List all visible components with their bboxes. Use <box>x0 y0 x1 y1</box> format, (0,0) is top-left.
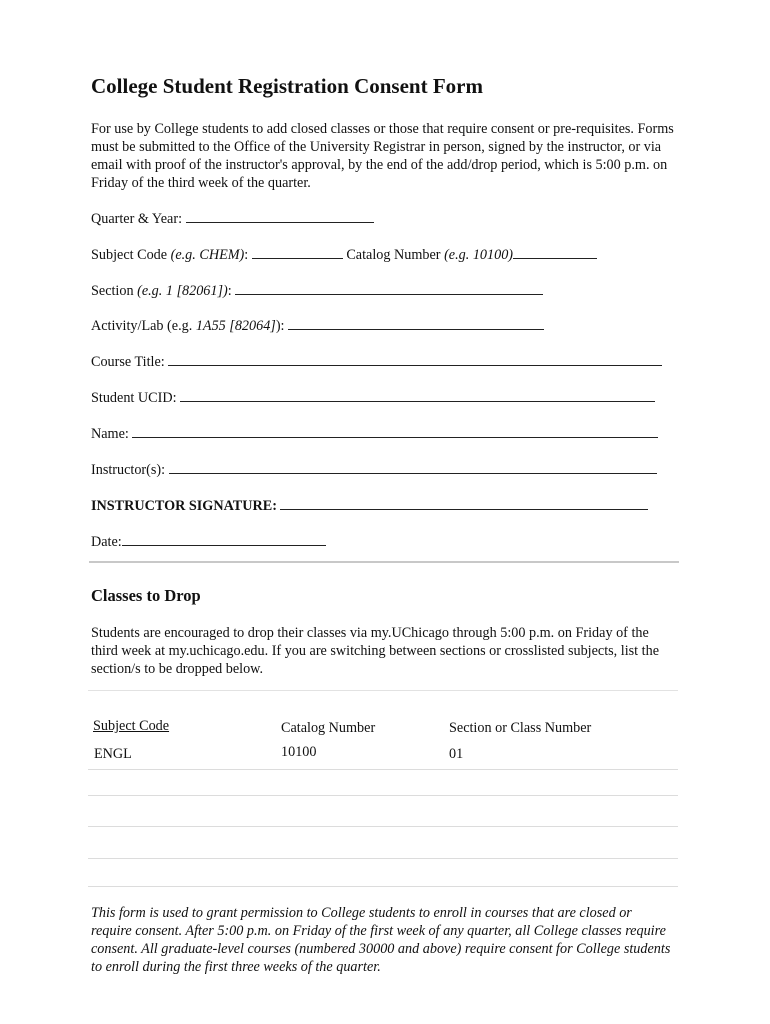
date-input[interactable] <box>122 532 326 546</box>
instructor-signature-label: INSTRUCTOR SIGNATURE: <box>91 498 277 514</box>
section-input[interactable] <box>235 281 543 295</box>
table-top-border <box>88 690 678 691</box>
course-title-input[interactable] <box>168 352 662 366</box>
instructors-label: Instructor(s): <box>91 462 166 478</box>
activity-lab-field: Activity/Lab (e.g. 1A55 [82064]): <box>91 316 544 335</box>
catalog-number-example: (e.g. 10100) <box>444 247 514 263</box>
instructor-signature-field <box>91 496 648 515</box>
table-cell-catalog[interactable]: 10100 <box>281 744 317 760</box>
section-label: Section <box>91 283 134 299</box>
subject-catalog-field: Subject Code (e.g. CHEM): Catalog Number (e.g. 10100) <box>91 245 597 264</box>
subject-code-example: (e.g. CHEM) <box>170 247 245 263</box>
table-row-divider <box>88 886 678 887</box>
course-title-label: Course Title: <box>91 354 165 370</box>
catalog-number-input[interactable] <box>513 245 597 259</box>
activity-lab-input[interactable] <box>288 316 544 330</box>
column-header-catalog-number: Catalog Number <box>281 720 376 736</box>
section-divider <box>89 561 679 563</box>
activity-lab-label: Activity/Lab (e.g. <box>91 318 193 334</box>
instructor-signature-input[interactable] <box>280 496 648 510</box>
table-row-divider <box>88 795 678 796</box>
student-ucid-field <box>91 388 655 407</box>
classes-to-drop-text: Students are encouraged to drop their classes via my.UChicago through 5:00 p.m. on Friday of the third week at my.uchicago.edu. If you are switching between sections or crosslisted subjects, list the section/s to be dropped below. <box>91 625 660 677</box>
section-example: (e.g. 1 [82061]) <box>137 283 228 299</box>
student-ucid-input[interactable] <box>180 388 655 402</box>
table-row-divider <box>88 858 678 859</box>
intro-paragraph: For use by College students to add closed classes or those that require consent or pre-requisites. Forms must be submitted to the Office of the University Registrar in person, signed by the instructor, or via email with proof of the instructor's approval, by the end of the add/drop period, which is 5:00 p.m. on Friday of the third week of the quarter. <box>91 121 674 191</box>
column-header-section: Section or Class Number <box>449 720 592 736</box>
quarter-year-field <box>91 209 374 228</box>
instructors-input[interactable] <box>169 460 657 474</box>
table-cell-section[interactable]: 01 <box>449 746 464 762</box>
activity-lab-example: 1A55 [82064] <box>195 318 276 334</box>
column-header-subject-code: Subject Code <box>93 718 170 734</box>
date-field <box>91 532 326 551</box>
subject-code-input[interactable] <box>252 245 343 259</box>
subject-code-label: Subject Code <box>91 247 168 263</box>
catalog-number-label: Catalog Number <box>346 247 441 263</box>
name-input[interactable] <box>132 424 658 438</box>
instructors-field <box>91 460 657 479</box>
table-cell-subject[interactable]: ENGL <box>94 746 132 762</box>
footer-note: This form is used to grant permission to College students to enroll in courses that are closed or require consent. After 5:00 p.m. on Friday of the first week of any quarter, all College classes require consent. All graduate-level courses (numbered 30000 and above) require consent for College students to enroll during the first three weeks of the quarter. <box>91 905 671 975</box>
date-label: Date: <box>91 534 122 550</box>
student-ucid-label: Student UCID: <box>91 390 177 406</box>
quarter-year-label: Quarter & Year: <box>91 211 183 227</box>
name-field <box>91 424 658 443</box>
section-field: Section (e.g. 1 [82061]): <box>91 281 543 300</box>
table-row-divider <box>88 769 678 770</box>
course-title-field <box>91 352 662 371</box>
classes-to-drop-heading: Classes to Drop <box>91 586 201 605</box>
table-row-divider <box>88 826 678 827</box>
form-title: College Student Registration Consent Form <box>91 74 483 98</box>
name-label: Name: <box>91 426 129 442</box>
quarter-year-input[interactable] <box>186 209 374 223</box>
